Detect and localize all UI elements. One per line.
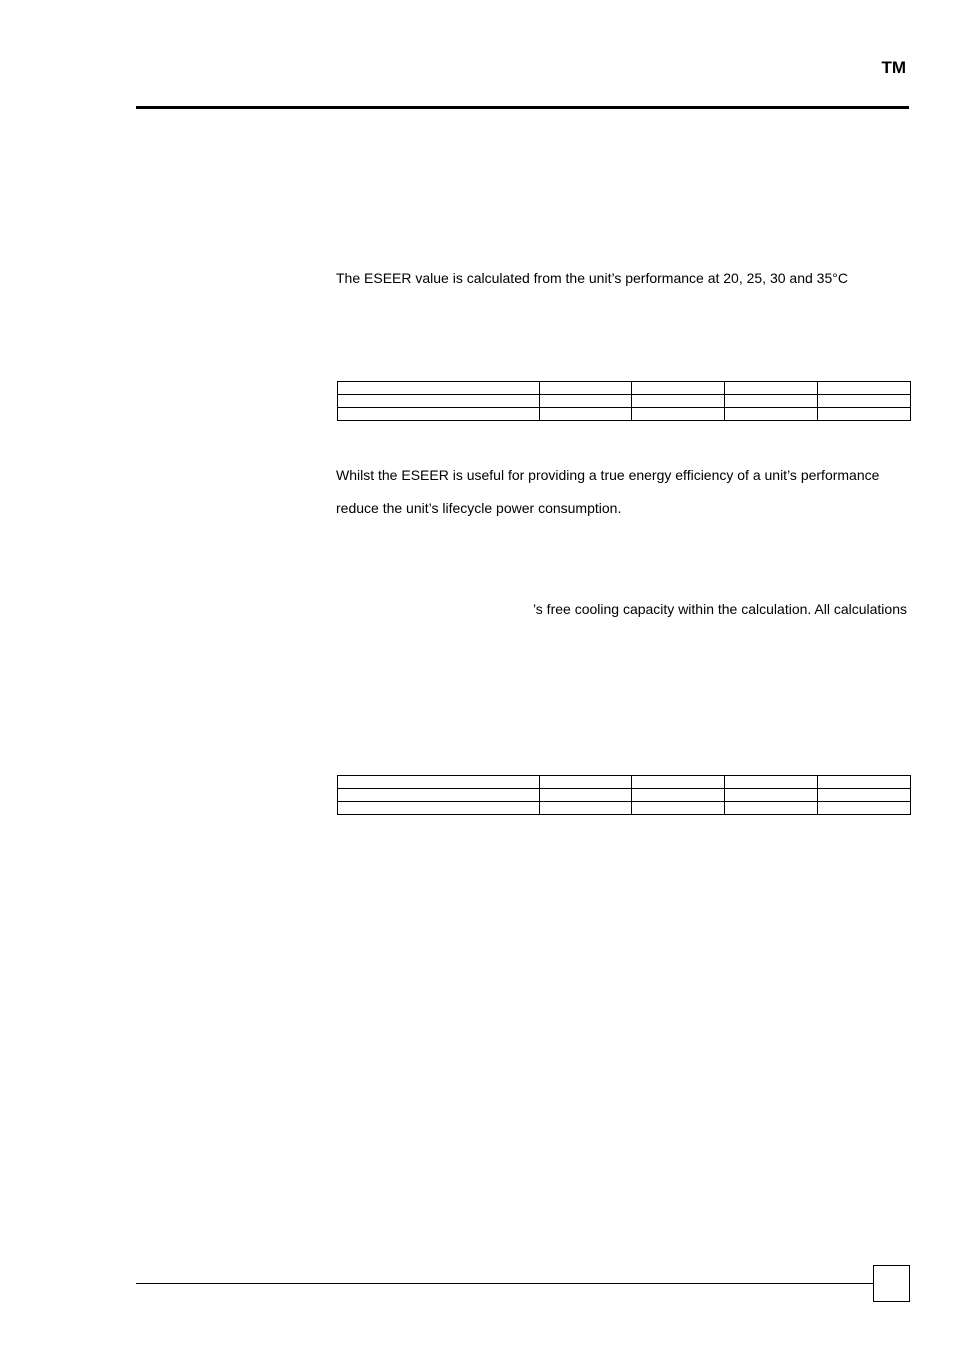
table-row [338,408,911,421]
table-cell [540,776,632,789]
table-cell [818,776,911,789]
table-cell [632,382,725,395]
table-cell [338,395,540,408]
table-cell [725,408,818,421]
table-cell [818,408,911,421]
table-cell [818,395,911,408]
trademark-mark: TM [881,58,906,77]
table-cell [338,408,540,421]
table-cell [540,395,632,408]
eseer-usefulness-line-2: reduce the unit’s lifecycle power consumption. [336,500,622,516]
footer-rule [136,1283,873,1284]
table-cell [632,395,725,408]
table-cell [725,776,818,789]
table-cell [818,802,911,815]
free-cooling-table [337,775,911,815]
table-cell [725,395,818,408]
table-cell [338,382,540,395]
table-cell [725,382,818,395]
table-cell [338,776,540,789]
table-cell [818,789,911,802]
table-cell [338,802,540,815]
table-row [338,776,911,789]
table-row [338,789,911,802]
eseer-table [337,381,911,421]
eseer-intro-paragraph: The ESEER value is calculated from the unit’s performance at 20, 25, 30 and 35°C [336,270,848,286]
table-cell [725,789,818,802]
table-row [338,802,911,815]
table-row [338,382,911,395]
page-number-box [873,1265,910,1302]
table-row [338,395,911,408]
table-cell [540,382,632,395]
table-cell [632,802,725,815]
free-cooling-paragraph-fragment: ’s free cooling capacity within the calculation. All calculations [532,601,907,617]
table-cell [540,408,632,421]
table-cell [540,802,632,815]
eseer-usefulness-line-1: Whilst the ESEER is useful for providing a true energy efficiency of a unit’s performance [336,467,880,483]
table-cell [540,789,632,802]
table-cell [632,776,725,789]
header-rule [136,106,909,109]
table-cell [632,408,725,421]
table-cell [632,789,725,802]
table-cell [725,802,818,815]
table-cell [338,789,540,802]
table-cell [818,382,911,395]
